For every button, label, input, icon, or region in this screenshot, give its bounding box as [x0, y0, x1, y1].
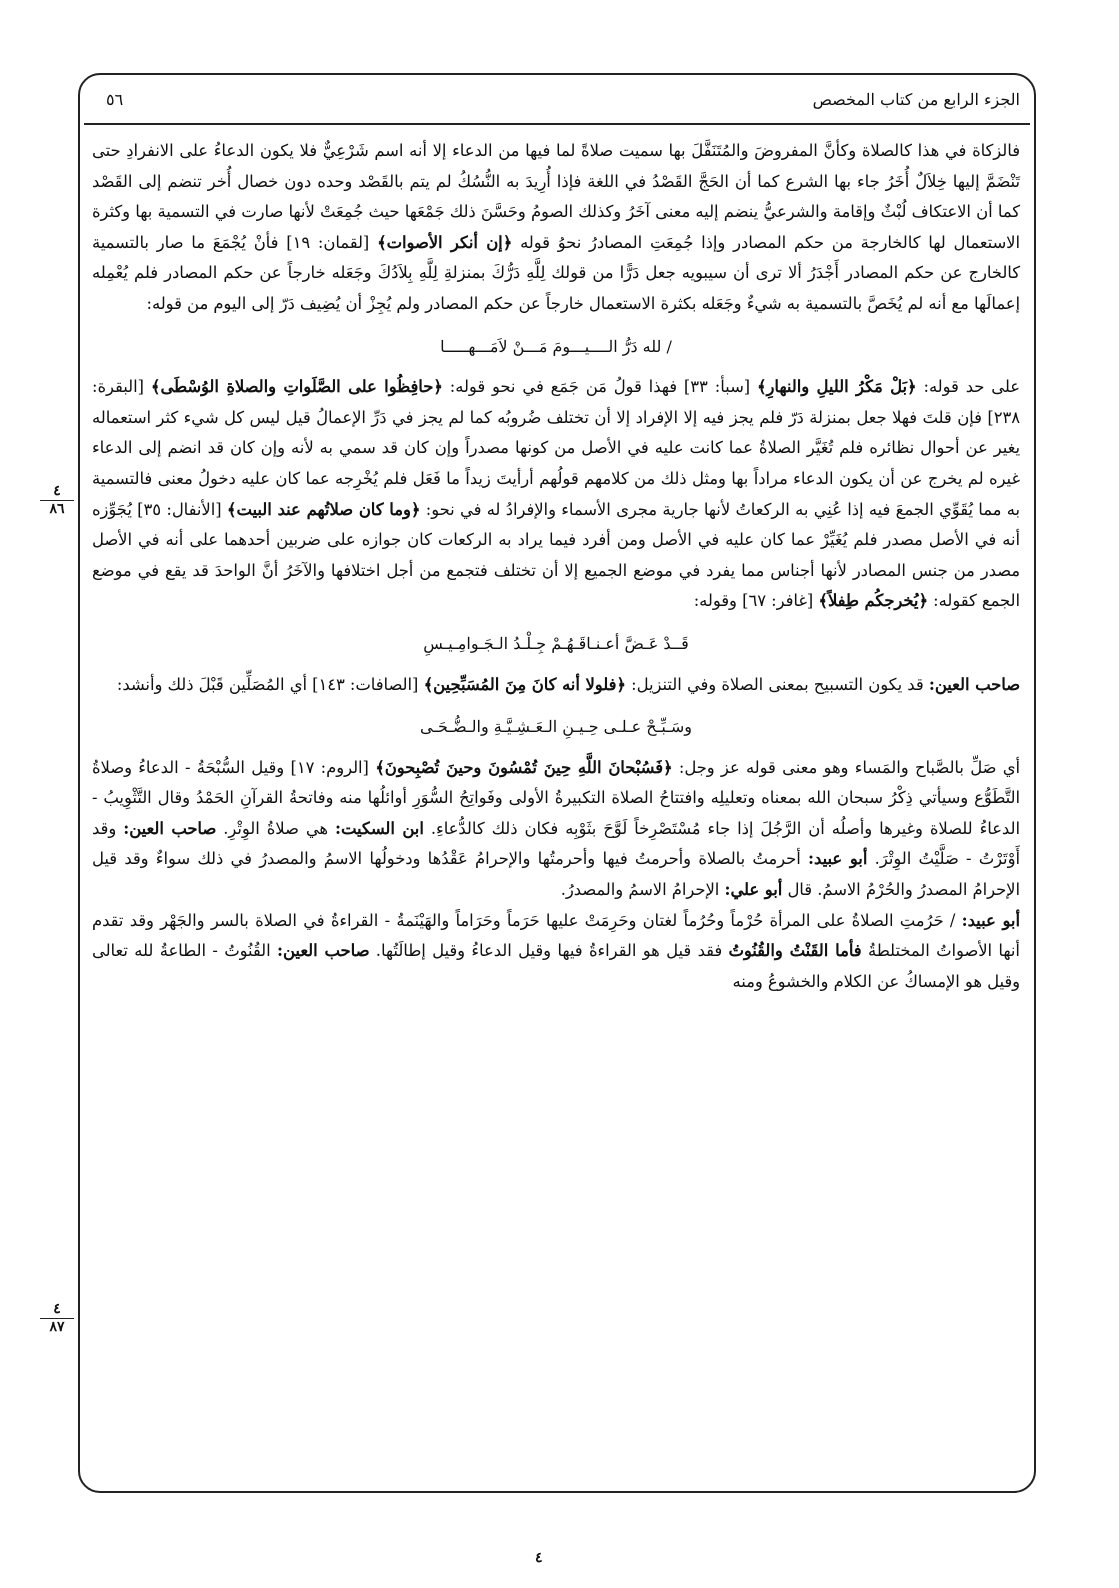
marker-page: ٨٦ — [49, 501, 65, 517]
footer-mark: ٤ — [535, 1550, 543, 1566]
quran-quote: ﴿إن أنكر الأصوات﴾ — [377, 232, 513, 252]
poetry-verse: وسَـبِّـحْ عـلـى حِـيـنِ الـعَـشِـيَّـةِ والـضُّـحَـى — [420, 717, 692, 737]
paragraph: صاحب العين: قد يكون التسبيح بمعنى الصلاة وفي التنزيل: ﴿فلولا أنه كانَ مِنَ المُسَبِّحِين﴾ [الصافات: ١٤٣] أي المُصَلِّين قَبْلَ ذلك وأنشد: — [116, 674, 1020, 694]
paragraph: أي صَلِّ بالصَّباح والمَساء وهو معنى قوله عز وجل: ﴿فَسُبْحانَ اللَّهِ حِينَ تُمْسُونَ وحينَ تُصْبِحونَ﴾ [الروم: ١٧] وقيل السُّبْحَةُ - الدعاءُ وصلاةُ التَّطَوُّع وسيأتي ذِكْرُ سبحان الله بمعناه وتعليلِه وافتتاحُ الصلاة التكبيرةُ الأولى وفَواتِحُ السُّوَرِ أوائلُها منه وفاتحةُ القرآنِ الحَمْدُ وقال التَّثْوِيبُ - الدعاءُ للصلاة وغيرها وأصلُه أن الرَّجُلَ إذا جاء مُسْتَصْرِخاً لَوَّحَ بثَوْبِه فكان ذلك كالدُّعاءِ. ابن السكيت: هي صلاةُ الوِتْرِ. صاحب العين: وقد أَوْتَرْتُ - صَلَّيْتُ الوِتْرَ. أبو عبيد: أحرمتُ بالصلاة وأحرمتُ فيها وأحرمتُها والإحرامُ عَقْدُها ودخولُها الاسمُ والمصدرُ في ذلك سواءٌ وقد قيل الإحرامُ المصدرُ والحُرْمُ الاسمُ. قال أبو علي: الإحرامُ الاسمُ والمصدرُ. — [92, 757, 1020, 900]
marker-volume: ٤ — [40, 484, 74, 501]
page-body — [92, 136, 1020, 997]
source-name: ابن السكيت: — [335, 818, 424, 838]
source-name: صاحب العين: — [123, 818, 217, 838]
quran-quote: ﴿حافِظُوا على الصَّلَواتِ والصلاةِ الوُسْطَى﴾ — [150, 377, 443, 397]
source-name: أبو علي: — [724, 880, 783, 900]
quran-quote: ﴿فلولا أنه كانَ مِنَ المُسَبِّحِين﴾ — [423, 674, 626, 694]
quran-quote: ﴿فَسُبْحانَ اللَّهِ حِينَ تُمْسُونَ وحينَ تُصْبِحونَ﴾ — [375, 757, 673, 777]
source-name: صاحب العين: — [928, 674, 1020, 694]
paragraph: فالزكاة في هذا كالصلاة وكأنَّ المفروضَ والمُتَنَفَّلَ بها سميت صلاةً لما فيها من الدعاء إلا أنه اسم شَرْعِيٌّ فلا يكون الدعاءُ على الانفرادِ حتى تَنْضَمَّ إليها خِلاَلٌ أُخَرُ جاء بها الشرع كما أن الحَجَّ القَصْدُ في اللغة فإذا أُرِيدَ به النُّسُكُ لم يتم بالقَصْد وحده دون خصال أُخر تنضم إلى القَصْد كما أن الاعتكاف لُبْثٌ وإقامة والشرعيُّ ينضم إليه معنى آخَرُ وكذلك الصومُ وحَسَّنَ ذلك جَمْعَها حيث جُمِعَتْ لأنها صارت في التسمية بها وكثرة الاستعمال لها كالخارجة من حكم المصادر وإذا جُمِعَتِ المصادرُ نحوُ قوله ﴿إن أنكر الأصوات﴾ [لقمان: ١٩] فأنْ يُجْمَعَ ما صار بالتسمية كالخارج عن حكم المصادر أَجْدَرُ ألا ترى أن سيبويه جعل دَرًّا من قولك لِلَّهِ دَرُّكَ بمنزلةِ لِلَّهِ بِلاَدُكَ وجَعَله خارجاً عن حكم المصادر فلم يُعْمِله إعمالَها مع أنه لم يُخَصَّ بالتسمية به شيءٌ وجَعَله بكثرة الاستعمال خارجاً عن حكم المصادر ولم يُجِزْ أن يُضِيف دَرّ إلى اليوم من قوله: — [92, 141, 1020, 313]
margin-marker — [40, 484, 74, 517]
poetry-verse: / لله دَرُّ الــــيـــومَ مَـــنْ لاَمَـــهـــــا — [440, 336, 672, 356]
running-title: الجزء الرابع من كتاب المخصص — [812, 89, 1020, 109]
quran-quote: ﴿بَلْ مَكْرُ الليلِ والنهارِ﴾ — [756, 377, 917, 397]
source-name: أبو عبيد: — [808, 849, 868, 869]
paragraph: على حد قوله: ﴿بَلْ مَكْرُ الليلِ والنهارِ﴾ [سبأ: ٣٣] فهذا قولُ مَن جَمَع في نحو قوله: ﴿حافِظُوا على الصَّلَواتِ والصلاةِ الوُسْطَى﴾ [البقرة: ٢٣٨] فإن قلتَ فهلا جعل بمنزلة دَرّ فلم يجز فيه إلا الإفراد إلا أن تختلف ضُروبُه كما لم يجز في دَرِّ الإعمالُ قيل ليس كل شيء كثر استعماله يغير عن أحوال نظائره فلم تُغَيَّر الصلاةُ عما كانت عليه في الأصل من كونها مصدراً وإن كان قد سمي به لأنه وإن كان قد انضم إلى الدعاء غيره لم يخرج عن أن يكون الدعاء مراداً بها ومثل ذلك من كلامهم قولُهم أرأيتَ زيداً ما فَعَل فلم يُخْرِجه عما كان عليه دخولُ معنى فالتسمية به مما يُقَوِّي الجمعَ فيه إذا عُنِي به الركعاتُ لأنها جارية مجرى الأسماء والإفرادُ له في نحو: ﴿وما كان صلاتُهم عند البيت﴾ [الأنفال: ٣٥] يُجَوِّزه أنه في الأصل مصدر فلم يُغَيِّرْ عما كان عليه في الأصل ومن أفرد فيما يراد به الركعات كان جوازه على ضربين أحدهما على أنه في الأصل مصدر من جنس المصادر لأنها أجناس مما يفرد في موضع الجميع إلا أن تختلف فتجمع من أجل اختلافها والآخَرُ أنَّ الواحدَ قد يقع في موضع الجمع كقوله: ﴿يُخرجكُم طِفلاً﴾ [غافر: ٦٧] وقوله: — [92, 377, 1020, 611]
marker-volume: ٤ — [40, 1302, 74, 1319]
emphasis-phrase: فأما القَنْتُ والقُنُوتُ — [728, 941, 862, 961]
page-header — [96, 83, 1020, 115]
page-number: ٥٦ — [106, 89, 124, 109]
margin-marker — [40, 1302, 74, 1335]
quran-quote: ﴿وما كان صلاتُهم عند البيت﴾ — [226, 499, 421, 519]
paragraph: أبو عبيد: / حَرُمتِ الصلاةُ على المرأة حُرْماً وحُرُماً لغتان وحَرِمَتْ عليها حَرَماً وحَرَاماً والهَيْنَمةُ - القراءةُ في الصلاة بالسر والجَهْر وقد تقدم أنها الأصواتُ المختلطةُ فأما القَنْتُ والقُنُوتُ فقد قيل هو القراءةُ فيها وقيل الدعاءُ وقيل إطالَتُها. صاحب العين: القُنُوتُ - الطاعةُ لله تعالى وقيل هو الإمساكُ عن الكلام والخشوعُ ومنه — [92, 910, 1020, 991]
source-name: أبو عبيد: — [961, 910, 1020, 930]
marker-page: ٨٧ — [49, 1319, 65, 1335]
quran-quote: ﴿يُخرجكُم طِفلاً﴾ — [818, 591, 928, 611]
source-name: صاحب العين: — [277, 941, 370, 961]
poetry-verse: قَــدْ عَـضَّ أعـنـاقَـهُـمْ جِـلْـدُ الـجَـوامِـيـسِ — [423, 633, 689, 653]
header-divider — [84, 123, 1030, 125]
